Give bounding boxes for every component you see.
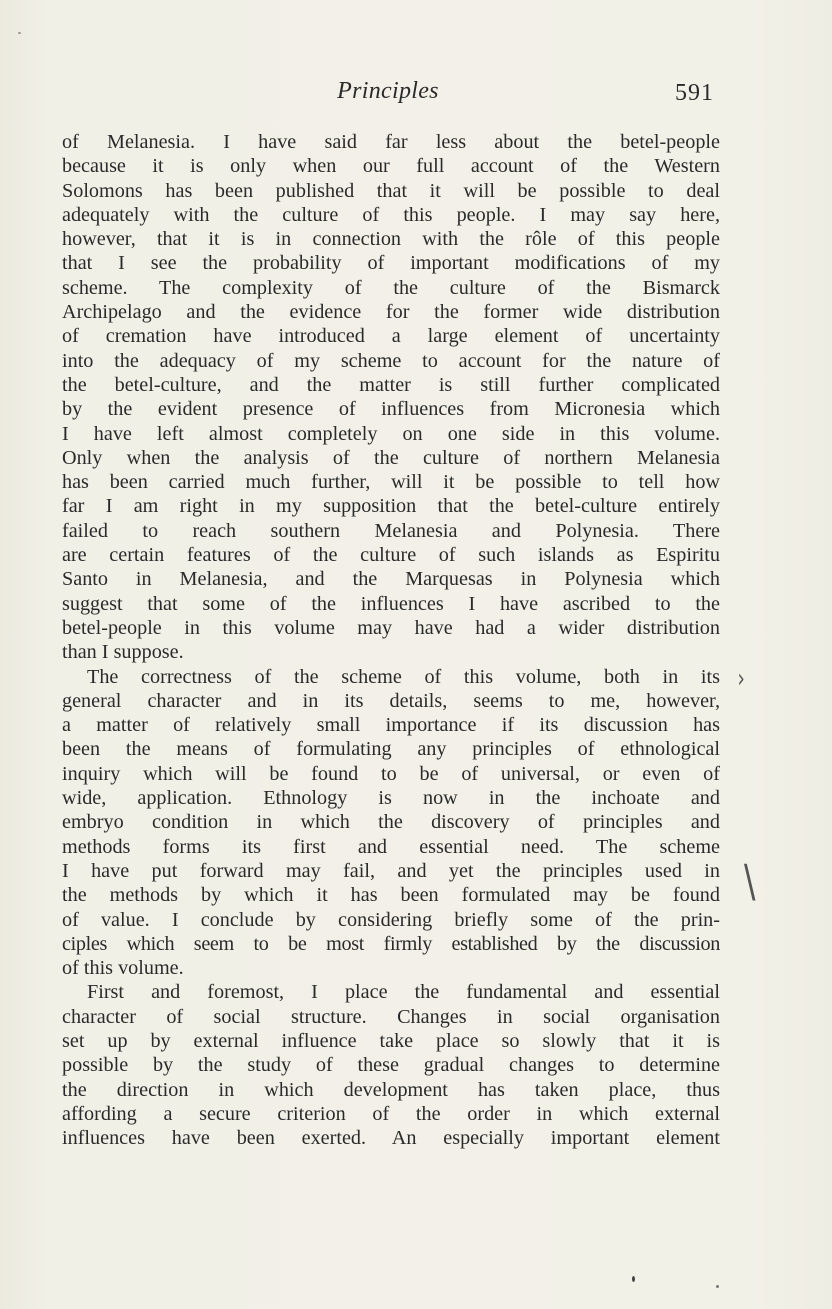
- text-line: ciples which seem to be most firmly established by the discussion: [62, 932, 720, 955]
- ink-speck: [18, 32, 21, 34]
- ink-speck: [632, 1276, 635, 1282]
- text-line: of Melanesia. I have said far less about the betel-people: [62, 131, 720, 153]
- text-line: been the means of formulating any principles of ethnological: [62, 738, 720, 761]
- text-line: I have put forward may fail, and yet the principles used in: [62, 859, 720, 882]
- text-line: of value. I conclude by considering briefly some of the prin-: [62, 908, 720, 931]
- text-line: general character and in its details, seems to me, however,: [62, 689, 720, 712]
- text-line: than I suppose.: [62, 641, 184, 664]
- text-line: that I see the probability of important modifications of my: [62, 252, 720, 275]
- text-line: character of social structure. Changes in social organisation: [62, 1005, 720, 1028]
- text-line: influences have been exerted. An especially important element: [62, 1127, 720, 1150]
- text-line: betel-people in this volume may have had a wider distribution: [62, 616, 720, 639]
- text-line: I have left almost completely on one side in this volume.: [62, 422, 720, 445]
- text-line: Santo in Melanesia, and the Marquesas in Polynesia which: [62, 568, 720, 591]
- text-line: failed to reach southern Melanesia and Polynesia. There: [62, 519, 720, 542]
- text-line: of cremation have introduced a large element of uncertainty: [62, 325, 720, 348]
- text-line: embryo condition in which the discovery of principles and: [62, 811, 720, 834]
- text-line: possible by the study of these gradual changes to determine: [62, 1054, 720, 1077]
- text-line: set up by external influence take place so slowly that it is: [62, 1029, 720, 1052]
- text-line: into the adequacy of my scheme to account for the nature of: [62, 349, 720, 372]
- text-line: are certain features of the culture of such islands as Espiritu: [62, 544, 720, 567]
- text-line: Only when the analysis of the culture of northern Melanesia: [62, 446, 720, 469]
- running-title: Principles: [337, 78, 439, 104]
- text-line: far I am right in my supposition that the betel-culture entirely: [62, 495, 720, 518]
- text-line: Archipelago and the evidence for the former wide distribution: [62, 301, 720, 324]
- text-line: of this volume.: [62, 957, 184, 980]
- text-line: adequately with the culture of this people. I may say here,: [62, 203, 720, 226]
- text-line: scheme. The complexity of the culture of the Bismarck: [62, 276, 720, 299]
- margin-pencil-mark: ›: [737, 664, 745, 694]
- text-line: affording a secure criterion of the order in which external: [62, 1102, 720, 1125]
- text-line: by the evident presence of influences from Micronesia which: [62, 398, 720, 421]
- margin-pencil-stroke: \: [744, 856, 756, 908]
- text-line: the methods by which it has been formulated may be found: [62, 884, 720, 907]
- paragraph-start-line: First and foremost, I place the fundamental and essential: [87, 981, 720, 1004]
- text-line: however, that it is in connection with the rôle of this people: [62, 228, 720, 251]
- text-line: has been carried much further, will it be possible to tell how: [62, 471, 720, 494]
- text-line: wide, application. Ethnology is now in the inchoate and: [62, 787, 720, 810]
- text-line: the direction in which development has taken place, thus: [62, 1078, 720, 1101]
- text-line: inquiry which will be found to be of universal, or even of: [62, 762, 720, 785]
- ink-speck: [716, 1285, 719, 1288]
- text-line: Solomons has been published that it will be possible to deal: [62, 179, 720, 202]
- page-number: 591: [675, 80, 714, 106]
- text-line: suggest that some of the influences I have ascribed to the: [62, 592, 720, 615]
- page-header: [62, 78, 714, 112]
- paragraph-start-line: The correctness of the scheme of this volume, both in its: [87, 665, 720, 688]
- text-line: a matter of relatively small importance if its discussion has: [62, 714, 720, 737]
- text-line: methods forms its first and essential need. The scheme: [62, 835, 720, 858]
- text-line: because it is only when our full account of the Western: [62, 155, 720, 178]
- body-text: [62, 130, 720, 1150]
- text-line: the betel-culture, and the matter is still further complicated: [62, 373, 720, 396]
